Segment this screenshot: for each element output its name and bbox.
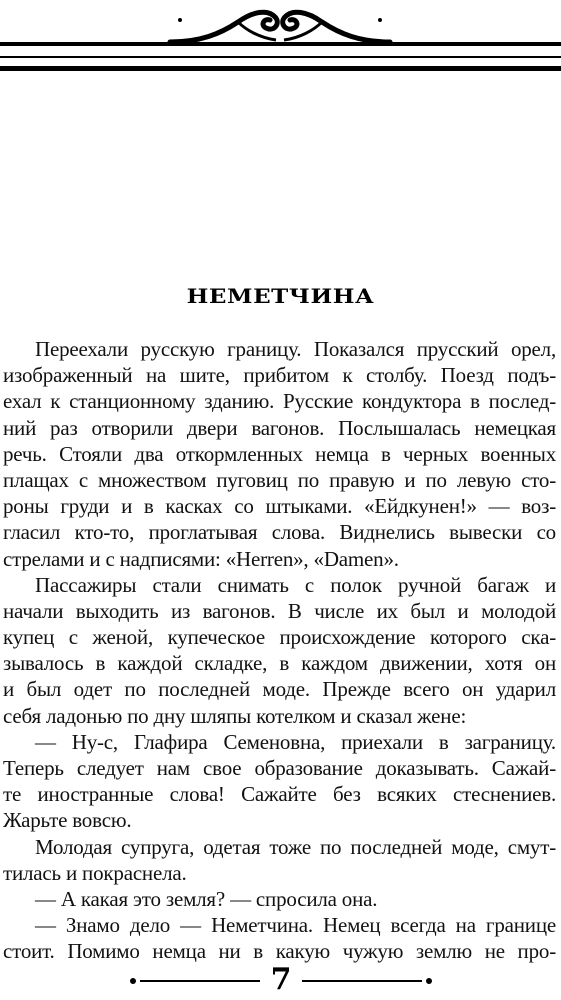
text-line: Теперь следует нам свое образование доказывать. Сажай- [3, 756, 556, 780]
footer-dot-icon [130, 978, 136, 984]
chapter-title: НЕМЕТЧИНА [186, 284, 375, 308]
text-line: те иностранные слова! Сажайте без всяких стеснениев. [3, 782, 556, 807]
text-line: тилась и покраснела. [3, 860, 187, 885]
text-line: Пассажиры стали снимать с полок ручной багаж и [35, 572, 556, 597]
text-line: Молодая супруга, одетая тоже по последней моде, смут- [35, 834, 556, 859]
page-footer [0, 958, 561, 998]
header-rule-bottom [0, 66, 561, 71]
text-line: роны груди и в касках со штыками. «Ейдкунен!» — воз- [3, 494, 556, 519]
body-text [3, 336, 556, 965]
text-line: речь. Стояли два откормленных немца в черных военных [3, 441, 556, 466]
text-line: — Знамо дело — Неметчина. Немец всегда на границе [35, 913, 556, 938]
text-line: купец с женой, купеческое происхождение которого ска- [3, 625, 556, 650]
page-number: 7 [270, 962, 292, 997]
footer-rule-right [302, 980, 422, 982]
header-rule-thick [0, 42, 561, 46]
text-line: зывалось в каждой складке, в каждом движении, хотя он [3, 651, 556, 676]
text-line: плащах с множеством пуговиц по правую и по левую сто- [3, 467, 556, 492]
text-line: гласил кто-то, проглатывая слова. Виднелись вывески со [3, 520, 556, 545]
text-line: — Ну-с, Глафира Семеновна, приехали в заграницу. [35, 729, 556, 754]
text-line: — А какая это земля? — спросила она. [35, 886, 378, 911]
text-line: ехал к станционному зданию. Русские кондуктора в послед- [3, 389, 556, 414]
header-rule-thin [0, 56, 561, 58]
text-line: начали выходить из вагонов. В числе их был и молодой [3, 598, 556, 623]
text-line: себя ладонью по дну шляпы котелком и сказал жене: [3, 703, 467, 728]
text-line: Жарьте вовсю. [3, 808, 132, 833]
text-line: Переехали русскую границу. Показался прусский орел, [35, 337, 556, 361]
footer-dot-icon [426, 978, 432, 984]
header-ornament-icon [160, 4, 400, 46]
text-line: стоит. Помимо немца ни в какую чужую землю не про- [3, 939, 556, 964]
text-line: стрелами и с надписями: «Herren», «Damen». [3, 546, 399, 571]
footer-rule-left [140, 980, 260, 982]
text-line: и был одет по последней моде. Прежде всего он ударил [3, 677, 556, 702]
text-line: изображенный на шите, прибитом к столбу. Поезд подъ- [3, 363, 556, 388]
text-line: ний раз отворили двери вагонов. Послышалась немецкая [3, 415, 556, 440]
